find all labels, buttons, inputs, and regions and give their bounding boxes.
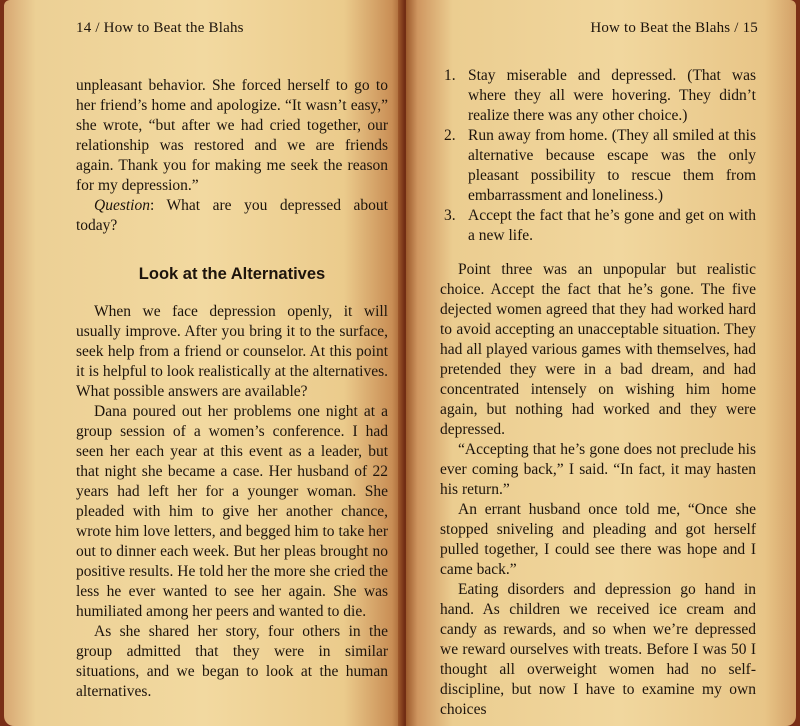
left-page: [4, 0, 404, 726]
left-paragraph-4: As she shared her story, four others in the group admitted that they were in similar situations, and we began to look at the human alternatives.: [76, 623, 388, 700]
alternatives-list: [440, 66, 756, 246]
list-item-number: 1.: [444, 67, 456, 84]
right-paragraph-4: Eating disorders and depression go hand in hand. As children we received ice cream and candy as rewards, and so when we’re depressed we reward ourselves with treats. Before I was 50 I thought all overweight women had no self-discipline, but now I have to examine my own choices: [440, 581, 756, 718]
list-item: [440, 206, 756, 246]
left-running-header: 14 / How to Beat the Blahs: [76, 20, 244, 36]
right-paragraph-3: An errant husband once told me, “Once she stopped sniveling and pleading and got herself pulled together, I could see there was hope and I came back.”: [440, 501, 756, 578]
question-paragraph: [76, 196, 388, 236]
right-page-text: [440, 66, 756, 720]
list-item: [440, 126, 756, 206]
list-item: [440, 66, 756, 126]
list-item-number: 2.: [444, 127, 456, 144]
right-paragraph-2: “Accepting that he’s gone does not preclude his ever coming back,” I said. “In fact, it may hasten his return.”: [440, 441, 756, 498]
list-item-text: Run away from home. (They all smiled at this alternative because escape was the only pleasant possibility to rescue them from embarrassment and loneliness.): [468, 127, 756, 204]
list-item-number: 3.: [444, 207, 456, 224]
left-paragraph-1: unpleasant behavior. She forced herself to go to her friend’s home and apologize. “It wasn’t easy,” she wrote, “but after we had cried together, our relationship was restored and we are friends again. Thank you for making me seek the reason for my depression.”: [76, 77, 388, 194]
right-running-header: How to Beat the Blahs / 15: [590, 20, 758, 36]
list-item-text: Accept the fact that he’s gone and get on with a new life.: [468, 207, 756, 244]
left-paragraph-3: Dana poured out her problems one night at a group session of a women’s conference. I had seen her each year at this event as a leader, but that night she became a case. Her husband of 22 years had left her for a younger woman. She pleaded with him to give her another chance, wrote him love letters, and begged him to take her out to dinner each week. But her pleas brought no positive results. He told her the more she cried the less he ever wanted to see her again. She was humiliated among her peers and wanted to die.: [76, 403, 388, 620]
question-label: Question: [94, 197, 150, 214]
right-paragraph-1: Point three was an unpopular but realistic choice. Accept the fact that he’s gone. The five dejected women agreed that they had worked hard to avoid accepting an unacceptable situation. They had all played various games with themselves, had pretended they were in a bad dream, and had concentrated intensely on wishing him home again, but nothing had worked and they were depressed.: [440, 261, 756, 438]
question-text: : What are you depressed about today?: [76, 197, 388, 234]
list-item-text: Stay miserable and depressed. (That was where they all were hovering. They didn’t realize there was any other choice.): [468, 67, 756, 124]
left-page-text: [76, 76, 388, 702]
left-paragraph-2: When we face depression openly, it will usually improve. After you bring it to the surface, seek help from a friend or counselor. At this point it is helpful to look realistically at the alternatives. What possible answers are available?: [76, 303, 388, 400]
right-page: [406, 0, 796, 726]
section-heading: Look at the Alternatives: [138, 265, 326, 283]
